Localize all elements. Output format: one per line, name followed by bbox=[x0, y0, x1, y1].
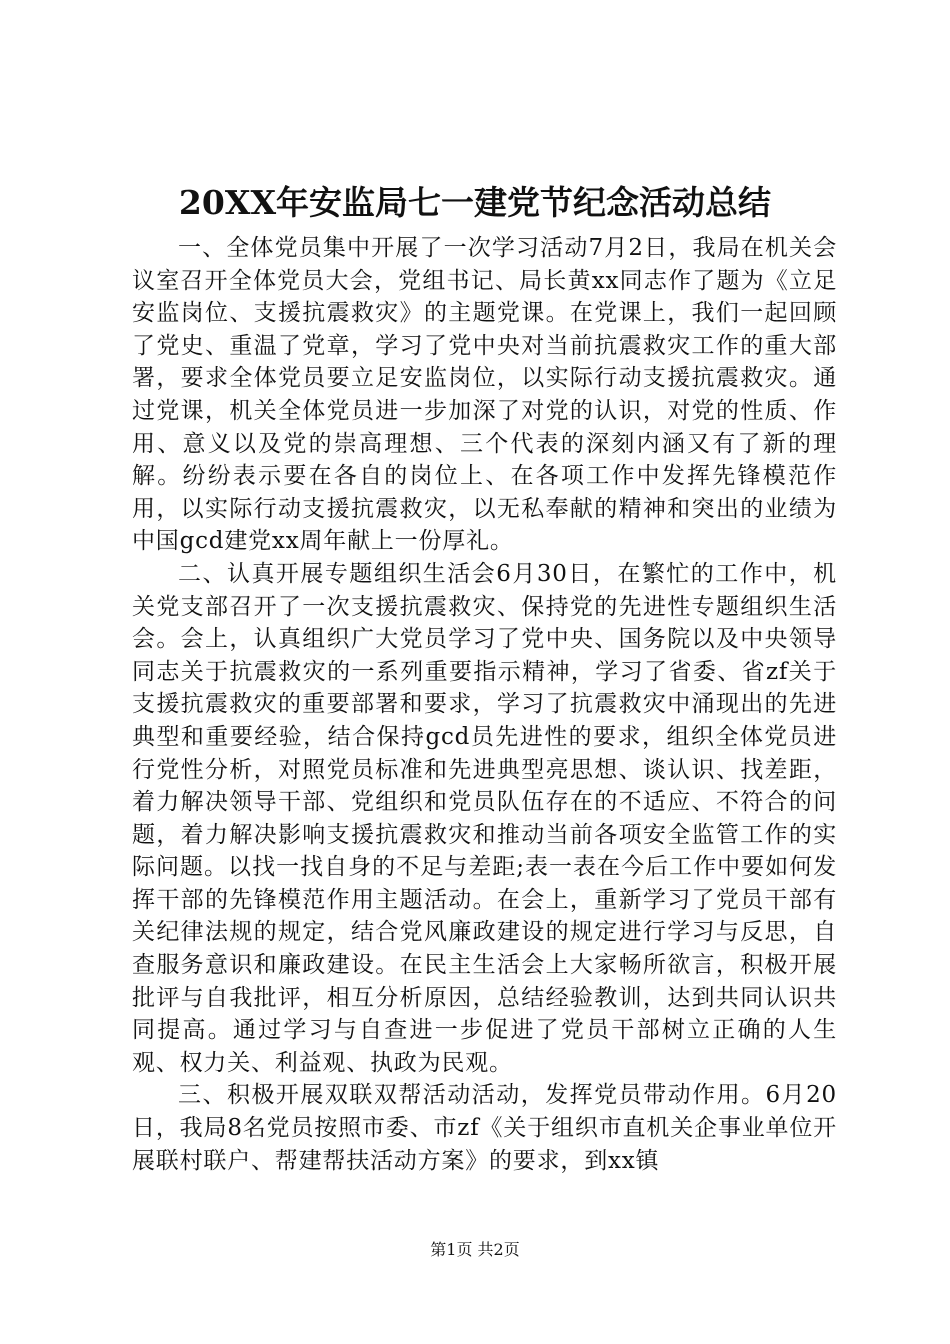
paragraph-1: 一、全体党员集中开展了一次学习活动7月2日，我局在机关会议室召开全体党员大会，党组书记、局长黄xx同志作了题为《立足安监岗位、支援抗震救灾》的主题党课。在党课上，我们一起回顾了党史、重温了党章，学习了党中央对当前抗震救灾工作的重大部署，要求全体党员要立足安监岗位，以实际行动支援抗震救灾。通过党课，机关全体党员进一步加深了对党的认识，对党的性质、作用、意义以及党的崇高理想、三个代表的深刻内涵又有了新的理解。纷纷表示要在各自的岗位上、在各项工作中发挥先锋模范作用，以实际行动支援抗震救灾，以无私奉献的精神和突出的业绩为中国gcd建党xx周年献上一份厚礼。 bbox=[132, 235, 837, 555]
document-body bbox=[132, 232, 837, 1177]
paragraph-2: 二、认真开展专题组织生活会6月30日，在繁忙的工作中，机关党支部召开了一次支援抗震救灾、保持党的先进性专题组织生活会。会上，认真组织广大党员学习了党中央、国务院以及中央领导同志关于抗震救灾的一系列重要指示精神，学习了省委、省zf关于支援抗震救灾的重要部署和要求，学习了抗震救灾中涌现出的先进典型和重要经验，结合保持gcd员先进性的要求，组织全体党员进行党性分析，对照党员标准和先进典型亮思想、谈认识、找差距，着力解决领导干部、党组织和党员队伍存在的不适应、不符合的问题，着力解决影响支援抗震救灾和推动当前各项安全监管工作的实际问题。以找一找自身的不足与差距;表一表在今后工作中要如何发挥干部的先锋模范作用主题活动。在会上，重新学习了党员干部有关纪律法规的规定，结合党风廉政建设的规定进行学习与反思，自查服务意识和廉政建设。在民主生活会上大家畅所欲言，积极开展批评与自我批评，相互分析原因，总结经验教训，达到共同认识共同提高。通过学习与自查进一步促进了党员干部树立正确的人生观、权力关、利益观、执政为民观。 bbox=[132, 560, 837, 1076]
paragraph-3: 三、积极开展双联双帮活动活动，发挥党员带动作用。6月20日，我局8名党员按照市委、市zf《关于组织市直机关企事业单位开展联村联户、帮建帮扶活动方案》的要求，到xx镇 bbox=[132, 1082, 837, 1174]
document-title: 20XX年安监局七一建党节纪念活动总结 bbox=[178, 183, 772, 222]
page-footer: 第1页 共2页 bbox=[430, 1240, 520, 1259]
